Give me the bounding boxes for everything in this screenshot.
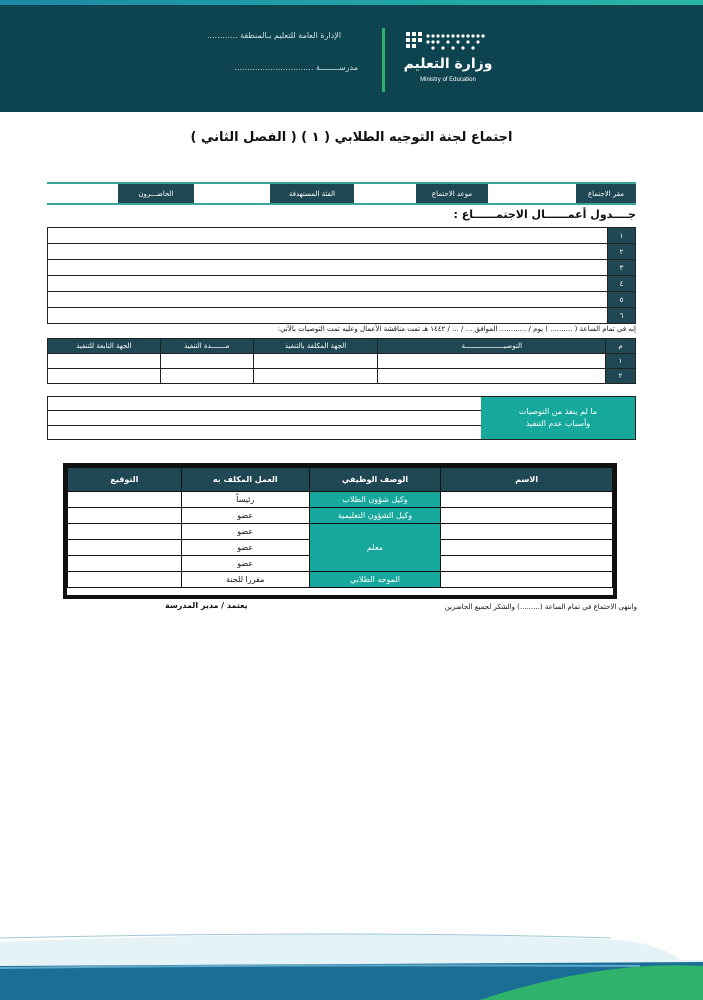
date-label: موعد الاجتماع	[416, 184, 488, 203]
ministry-logo	[402, 28, 494, 92]
footer-wave	[0, 920, 703, 1000]
place-label: مقر الاجتماع	[576, 184, 636, 203]
not-executed-line1: ما لم ينفذ من التوصيات	[518, 407, 598, 416]
member-name-field[interactable]	[441, 540, 613, 556]
duration-field[interactable]	[160, 354, 253, 369]
follow-up-field[interactable]	[48, 369, 161, 384]
ministry-logo-dots-icon	[402, 28, 494, 54]
table-row	[48, 354, 636, 369]
not-executed-box	[47, 396, 636, 440]
row-number: ٣	[608, 260, 636, 276]
row-number: ٢	[608, 244, 636, 260]
member-signature-field[interactable]	[68, 508, 182, 524]
principal-approval: يعتمد / مدير المدرسة	[165, 601, 248, 610]
row-number: ٤	[608, 276, 636, 292]
not-executed-field[interactable]	[48, 411, 481, 425]
col-header-follow-up: الجهة التابعة للتنفيذ	[48, 339, 161, 354]
member-task: رئيساً	[181, 492, 309, 508]
member-role: معلم	[309, 524, 441, 572]
page-title: اجتماع لجنة التوجيه الطلابي ( ١ ) ( الفصل الثاني )	[190, 130, 513, 145]
header-divider	[382, 28, 385, 92]
row-number: ١	[608, 228, 636, 244]
target-label: الفئة المستهدفة	[270, 184, 354, 203]
meeting-statement: إنه في تمام الساعة ( .......... ) يوم / ............ الموافق ... / ... / ١٤٤٢ هـ تمت مناقشة الأعمال وعليه تمت التوصيات بالآتي:	[277, 325, 636, 333]
member-role: وكيل الشؤون التعليمية	[309, 508, 441, 524]
member-task: عضو	[181, 508, 309, 524]
admin-line: الإدارة العامة للتعليم بـالمنطقة ............	[207, 31, 341, 40]
member-task: عضو	[181, 540, 309, 556]
school-line: مدرســــــــة ...............................	[234, 63, 358, 72]
member-signature-field[interactable]	[68, 524, 182, 540]
duration-field[interactable]	[160, 369, 253, 384]
meeting-info-bar	[47, 182, 636, 205]
member-name-field[interactable]	[441, 524, 613, 540]
ministry-name-en: Ministry of Education	[420, 77, 476, 83]
col-header-duration: مـــــــدة التنفيذ	[160, 339, 253, 354]
member-signature-field[interactable]	[68, 540, 182, 556]
agenda-item-field[interactable]	[48, 244, 608, 260]
member-name-field[interactable]	[441, 572, 613, 588]
page-header	[0, 0, 703, 112]
col-header-task: العمل المكلف به	[181, 468, 309, 492]
table-row	[68, 508, 613, 524]
table-row	[48, 228, 636, 244]
attendees-label: الحاضـــرون	[118, 184, 194, 203]
agenda-table	[47, 227, 636, 324]
table-row	[68, 572, 613, 588]
table-row	[48, 244, 636, 260]
table-row	[48, 276, 636, 292]
attendees-field[interactable]	[47, 184, 118, 203]
row-number: ٢	[606, 369, 636, 384]
not-executed-lines	[48, 397, 481, 439]
table-row	[48, 292, 636, 308]
col-header-signature: التوقيع	[68, 468, 182, 492]
col-header-job: الوصف الوظيفي	[309, 468, 441, 492]
not-executed-label	[481, 397, 635, 439]
row-number: ٦	[608, 308, 636, 324]
table-row	[68, 492, 613, 508]
responsible-field[interactable]	[253, 354, 378, 369]
not-executed-line2: وأسباب عدم التنفيذ	[525, 419, 591, 428]
member-task: عضو	[181, 524, 309, 540]
agenda-title: جــــدول أعمــــــال الاجتمــــــاع :	[453, 208, 636, 221]
agenda-item-field[interactable]	[48, 308, 608, 324]
col-header-recommendation: التوصيـــــــــــــــــــة	[378, 339, 606, 354]
member-name-field[interactable]	[441, 508, 613, 524]
not-executed-field[interactable]	[48, 397, 481, 411]
header-accent-line	[0, 0, 703, 5]
meeting-end-note: وانتهى الاجتماع في تمام الساعة (.........) والشكر لجميع الحاضرين	[444, 603, 637, 611]
member-task: مقررا للجنة	[181, 572, 309, 588]
not-executed-field[interactable]	[48, 426, 481, 439]
member-role: الموجه الطلابي	[309, 572, 441, 588]
table-row	[48, 308, 636, 324]
member-task: عضو	[181, 556, 309, 572]
col-header-number: م	[606, 339, 636, 354]
row-number: ٥	[608, 292, 636, 308]
member-name-field[interactable]	[441, 556, 613, 572]
place-field[interactable]	[488, 184, 576, 203]
member-signature-field[interactable]	[68, 556, 182, 572]
recommendations-table	[47, 338, 636, 384]
table-row	[68, 524, 613, 540]
table-header-row	[48, 339, 636, 354]
table-row	[48, 369, 636, 384]
responsible-field[interactable]	[253, 369, 378, 384]
follow-up-field[interactable]	[48, 354, 161, 369]
ministry-name-ar: وزارة التعليم	[403, 56, 493, 72]
recommendation-field[interactable]	[378, 369, 606, 384]
col-header-name: الاسم	[441, 468, 613, 492]
target-field[interactable]	[194, 184, 270, 203]
member-signature-field[interactable]	[68, 572, 182, 588]
col-header-responsible: الجهة المكلفة بالتنفيذ	[253, 339, 378, 354]
agenda-item-field[interactable]	[48, 276, 608, 292]
row-number: ١	[606, 354, 636, 369]
member-name-field[interactable]	[441, 492, 613, 508]
agenda-item-field[interactable]	[48, 260, 608, 276]
date-field[interactable]	[354, 184, 416, 203]
recommendation-field[interactable]	[378, 354, 606, 369]
member-signature-field[interactable]	[68, 492, 182, 508]
members-box	[63, 463, 617, 599]
members-table	[67, 467, 613, 588]
agenda-item-field[interactable]	[48, 228, 608, 244]
member-role: وكيل شؤون الطلاب	[309, 492, 441, 508]
table-header-row	[68, 468, 613, 492]
table-row	[48, 260, 636, 276]
agenda-item-field[interactable]	[48, 292, 608, 308]
